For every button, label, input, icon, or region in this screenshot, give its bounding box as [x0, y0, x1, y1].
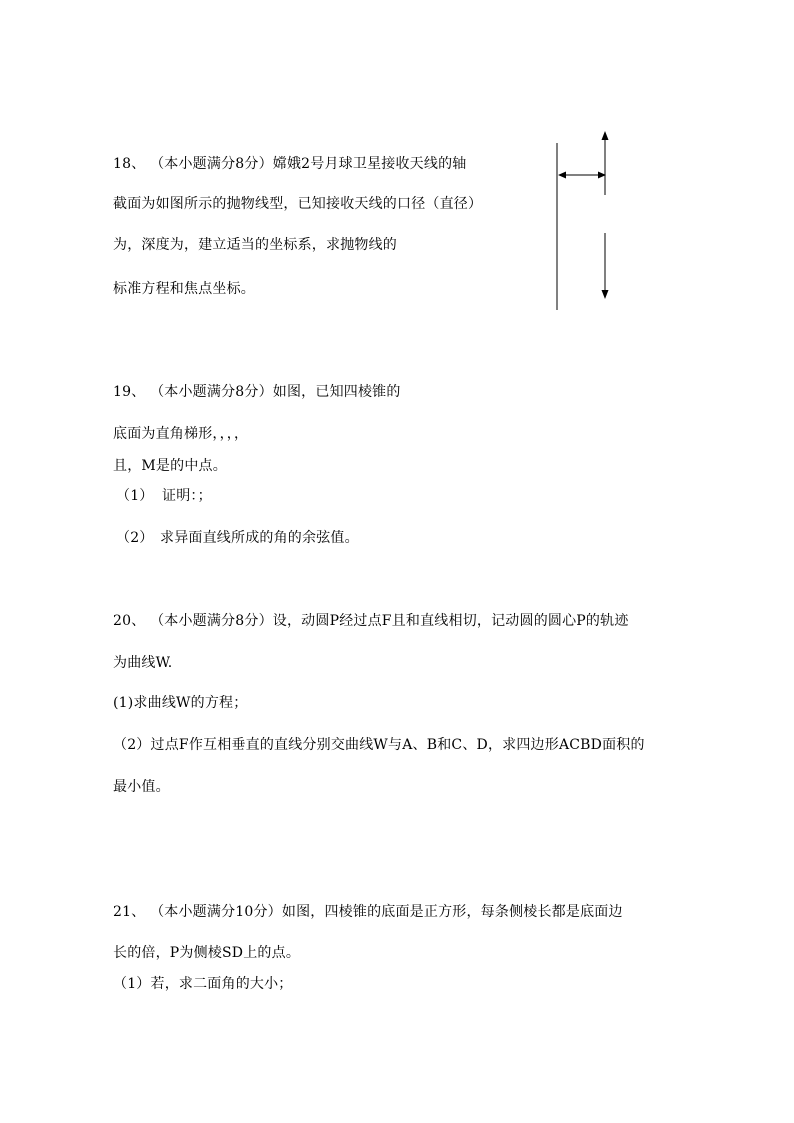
q19-line-1: 19、 （本小题满分8分）如图，已知四棱锥的: [113, 384, 401, 400]
q19-line-2: 底面为直角梯形，，，，: [113, 426, 249, 442]
q19-line-3: 且，M是的中点。: [113, 458, 227, 474]
q18-line-2: 截面为如图所示的抛物线型，已知接收天线的口径（直径）: [113, 196, 483, 212]
q20-line-2: 为曲线W.: [113, 655, 173, 671]
arrow-head-up: [602, 131, 609, 140]
q20-line-4: （2）过点F作互相垂直的直线分别交曲线W与A、B和C、D，求四边形ACBD面积的: [113, 737, 645, 753]
q21-line-2: 长的倍，P为侧棱SD上的点。: [113, 945, 301, 961]
arrow-head-down: [602, 290, 609, 299]
q21-line-1: 21、 （本小题满分10分）如图，四棱锥的底面是正方形，每条侧棱长都是底面边: [113, 904, 623, 920]
q18-line-3: 为，深度为，建立适当的坐标系，求抛物线的: [113, 237, 397, 253]
q19-part-1-text: 证明：；: [162, 488, 212, 504]
q21-line-3: （1）若，求二面角的大小；: [113, 976, 293, 992]
antenna-dimension-figure: [540, 125, 630, 315]
arrow-head-left: [558, 172, 566, 179]
q20-line-3: (1)求曲线W的方程；: [113, 695, 248, 711]
q20-line-1: 20、 （本小题满分8分）设，动圆P经过点F且和直线相切，记动圆的圆心P的轨迹: [113, 613, 629, 629]
q20-line-5: 最小值。: [113, 779, 170, 795]
q19-part-2-text: 求异面直线所成的角的余弦值。: [160, 530, 359, 546]
q18-line-1: 18、 （本小题满分8分）嫦娥2号月球卫星接收天线的轴: [113, 156, 467, 172]
q19-part-1-number: （1）: [116, 488, 154, 504]
q19-part-2-number: （2）: [116, 530, 154, 546]
q18-line-4: 标准方程和焦点坐标。: [113, 281, 255, 297]
